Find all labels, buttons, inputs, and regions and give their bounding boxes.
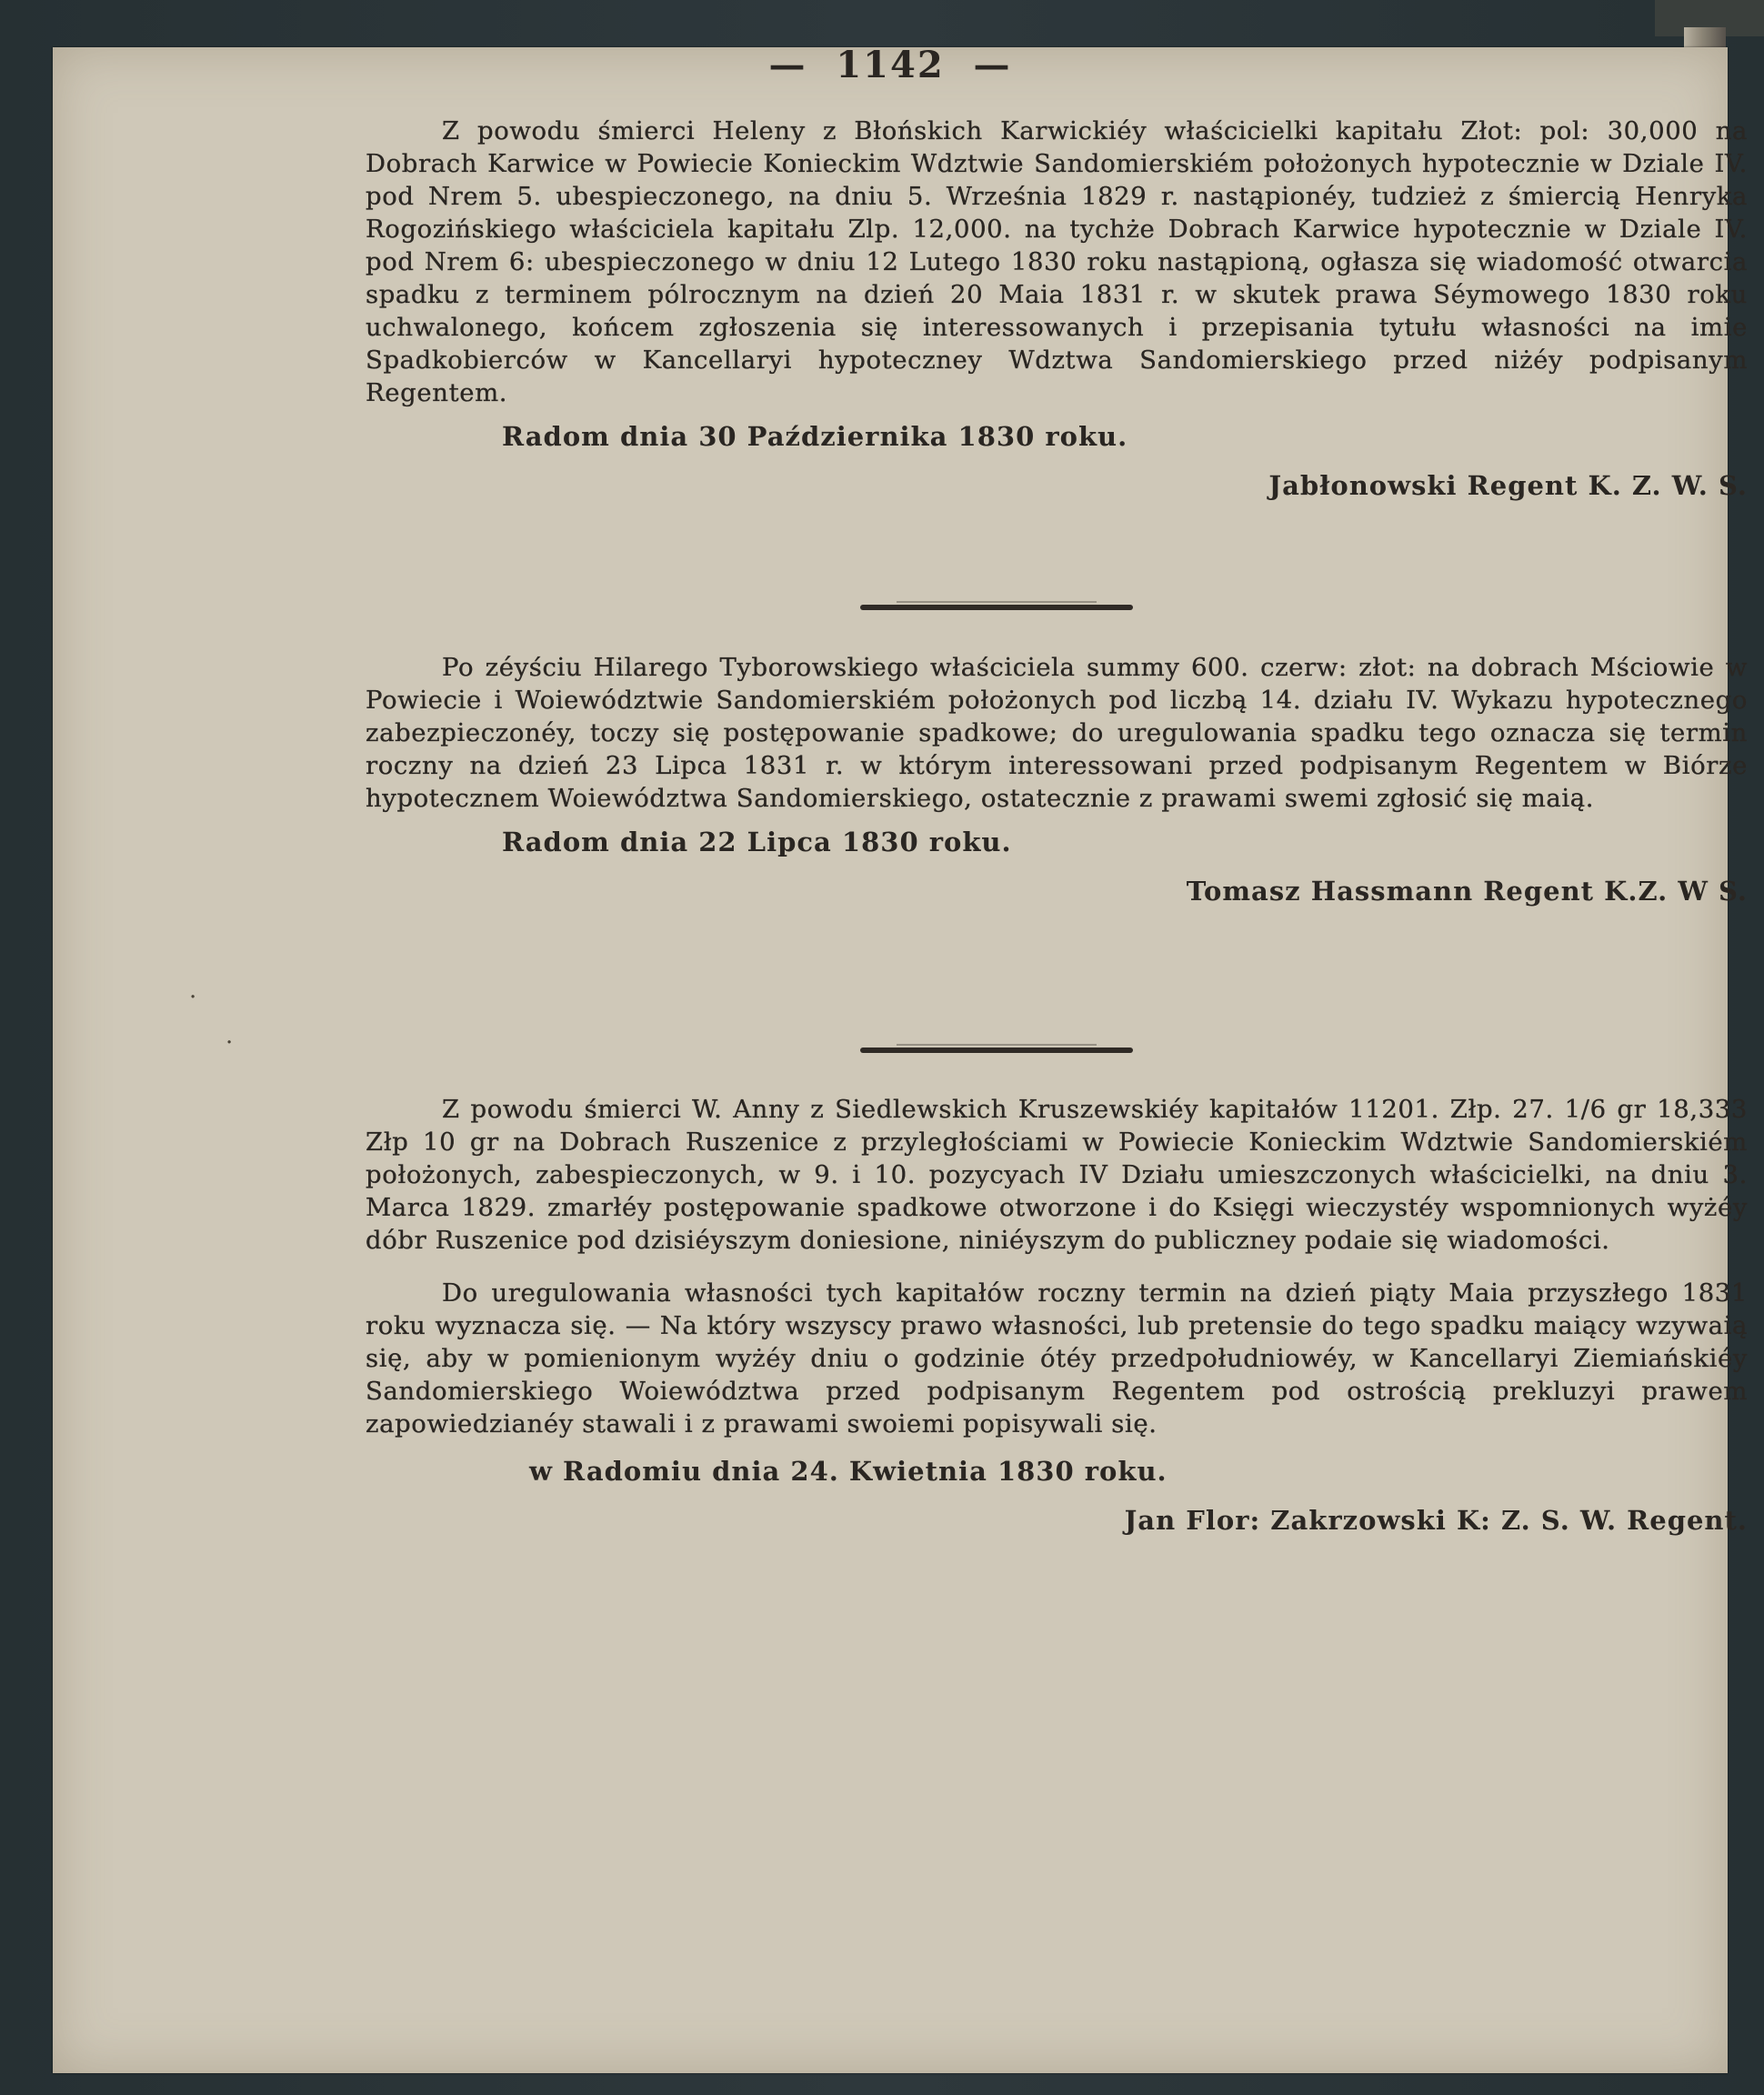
page-speck: · xyxy=(189,984,197,1011)
notice-1-signature: Jabłonowski Regent K. Z. W. S. xyxy=(1268,470,1748,501)
notice-3-date: w Radomiu dnia 24. Kwietnia 1830 roku. xyxy=(529,1456,1168,1487)
notice-3 xyxy=(366,1093,1748,1539)
notice-3-paragraph-1: Z powodu śmierci W. Anny z Siedlewskich Kruszewskiéy kapitałów 11201. Złp. 27. 1/6 gr 18,333 Złp 10 gr na Dobrach Ruszenice z przyległościami w Powiecie Konieckim Wdztwie Sandomierskiém położonych, zabespieczonych, w 9. i 10. pozycyach IV Działu umieszczonych właścicielki, na dniu 3. Marca 1829. zmarłéy postępowanie spadkowe otworzone i do Księgi wieczystéy wspomnionych wyżéy dóbr Ruszenice pod dzisiéyszym doniesione, niniéyszym do publiczney podaie się wiadomości. xyxy=(366,1095,1748,1255)
notice-3-paragraph-2: Do uregulowania własności tych kapitałów roczny termin na dzień piąty Maia przyszłego 1831 roku wyznacza się. — Na który wszyscy prawo własności, lub pretensie do tego spadku maiący wzywaią się, aby w pomienionym wyżéy dniu o godzinie ótéy przedpołudniowéy, w Kancellaryi Ziemiańskiéy Sandomierskiego Woiewództwa przed podpisanym Regentem pod ostrością prekluzyi prawem zapowiedzianéy stawali i z prawami swoiemi popisywali się. xyxy=(366,1278,1748,1438)
notice-1 xyxy=(366,115,1748,504)
notice-1-date: Radom dnia 30 Października 1830 roku. xyxy=(502,421,1128,452)
page-number xyxy=(53,44,1728,86)
document-page xyxy=(53,44,1748,2073)
page-number-dash-right: — xyxy=(944,44,1012,86)
notice-2-signature: Tomasz Hassmann Regent K.Z. W S. xyxy=(1186,876,1748,907)
section-divider-2 xyxy=(860,1048,1133,1053)
page-number-dash-left: — xyxy=(768,44,837,86)
notice-2-date: Radom dnia 22 Lipca 1830 roku. xyxy=(502,827,1012,857)
section-divider-1 xyxy=(860,605,1133,610)
page-speck: · xyxy=(226,1029,234,1057)
page-number-value: 1142 xyxy=(836,44,945,86)
notice-2 xyxy=(366,651,1748,909)
notice-1-paragraph: Z powodu śmierci Heleny z Błońskich Karwickiéy właścicielki kapitału Złot: pol: 30,000 na Dobrach Karwice w Powiecie Konieckim Wdztwie Sandomierskiém położonych hypotecznie w Dziale IV. pod Nrem 5. ubespieczonego, na dniu 5. Września 1829 r. nastąpionéy, tudzież z śmiercią Henryka Rogozińskiego właściciela kapitału Zlp. 12,000. na tychże Dobrach Karwice hypotecznie w Dziale IV. pod Nrem 6: ubespieczonego w dniu 12 Lutego 1830 roku nastąpioną, ogłasza się wiadomość otwarcia spadku z terminem pólrocznym na dzień 20 Maia 1831 r. w skutek prawa Séymowego 1830 roku uchwalonego, końcem zgłoszenia się interessowanych i przepisania tytułu własności na imie Spadkobierców w Kancellaryi hypoteczney Wdztwa Sandomierskiego przed niżéy podpisanym Regentem. xyxy=(366,116,1748,407)
notice-2-paragraph: Po zéyściu Hilarego Tyborowskiego właściciela summy 600. czerw: złot: na dobrach Mściowie w Powiecie i Woiewództwie Sandomierskiém położonych pod liczbą 14. działu IV. Wykazu hypotecznego zabezpieczonéy, toczy się postępowanie spadkowe; do uregulowania spadku tego oznacza się termin roczny na dzień 23 Lipca 1831 r. w którym interessowani przed podpisanym Regentem w Biórze hypotecznem Woiewództwa Sandomierskiego, ostatecznie z prawami swemi zgłosić się maią. xyxy=(366,653,1748,813)
notice-3-signature: Jan Flor: Zakrzowski K: Z. S. W. Regent. xyxy=(1124,1505,1748,1536)
